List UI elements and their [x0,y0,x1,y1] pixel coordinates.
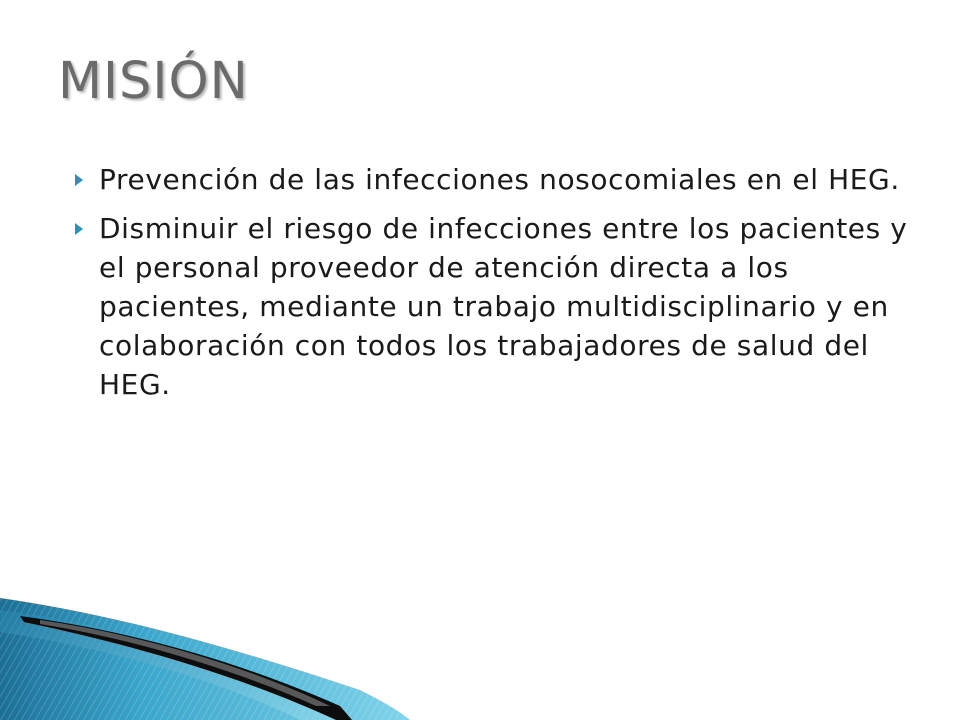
wave-hatch [0,598,410,720]
wave-highlight [0,610,345,720]
slide-title: MISIÓN [58,52,249,111]
triangle-right-icon [75,174,83,186]
bullet-item [72,160,912,199]
triangle-right-icon [75,223,83,235]
bullet-item [72,209,912,404]
gray-sliver [40,620,330,706]
bullet-text: Disminuir el riesgo de infecciones entre los pacientes y el personal proveedor de atención directa a los pacientes, mediante un trabajo multidisciplinario y en colaboración con todos los trabajadores de salud del HEG. [99,212,908,401]
bullet-text: Prevención de las infecciones nosocomiales en el HEG. [99,163,900,196]
wave-fill [0,598,410,720]
black-band [20,616,352,720]
bullet-list [72,160,912,414]
